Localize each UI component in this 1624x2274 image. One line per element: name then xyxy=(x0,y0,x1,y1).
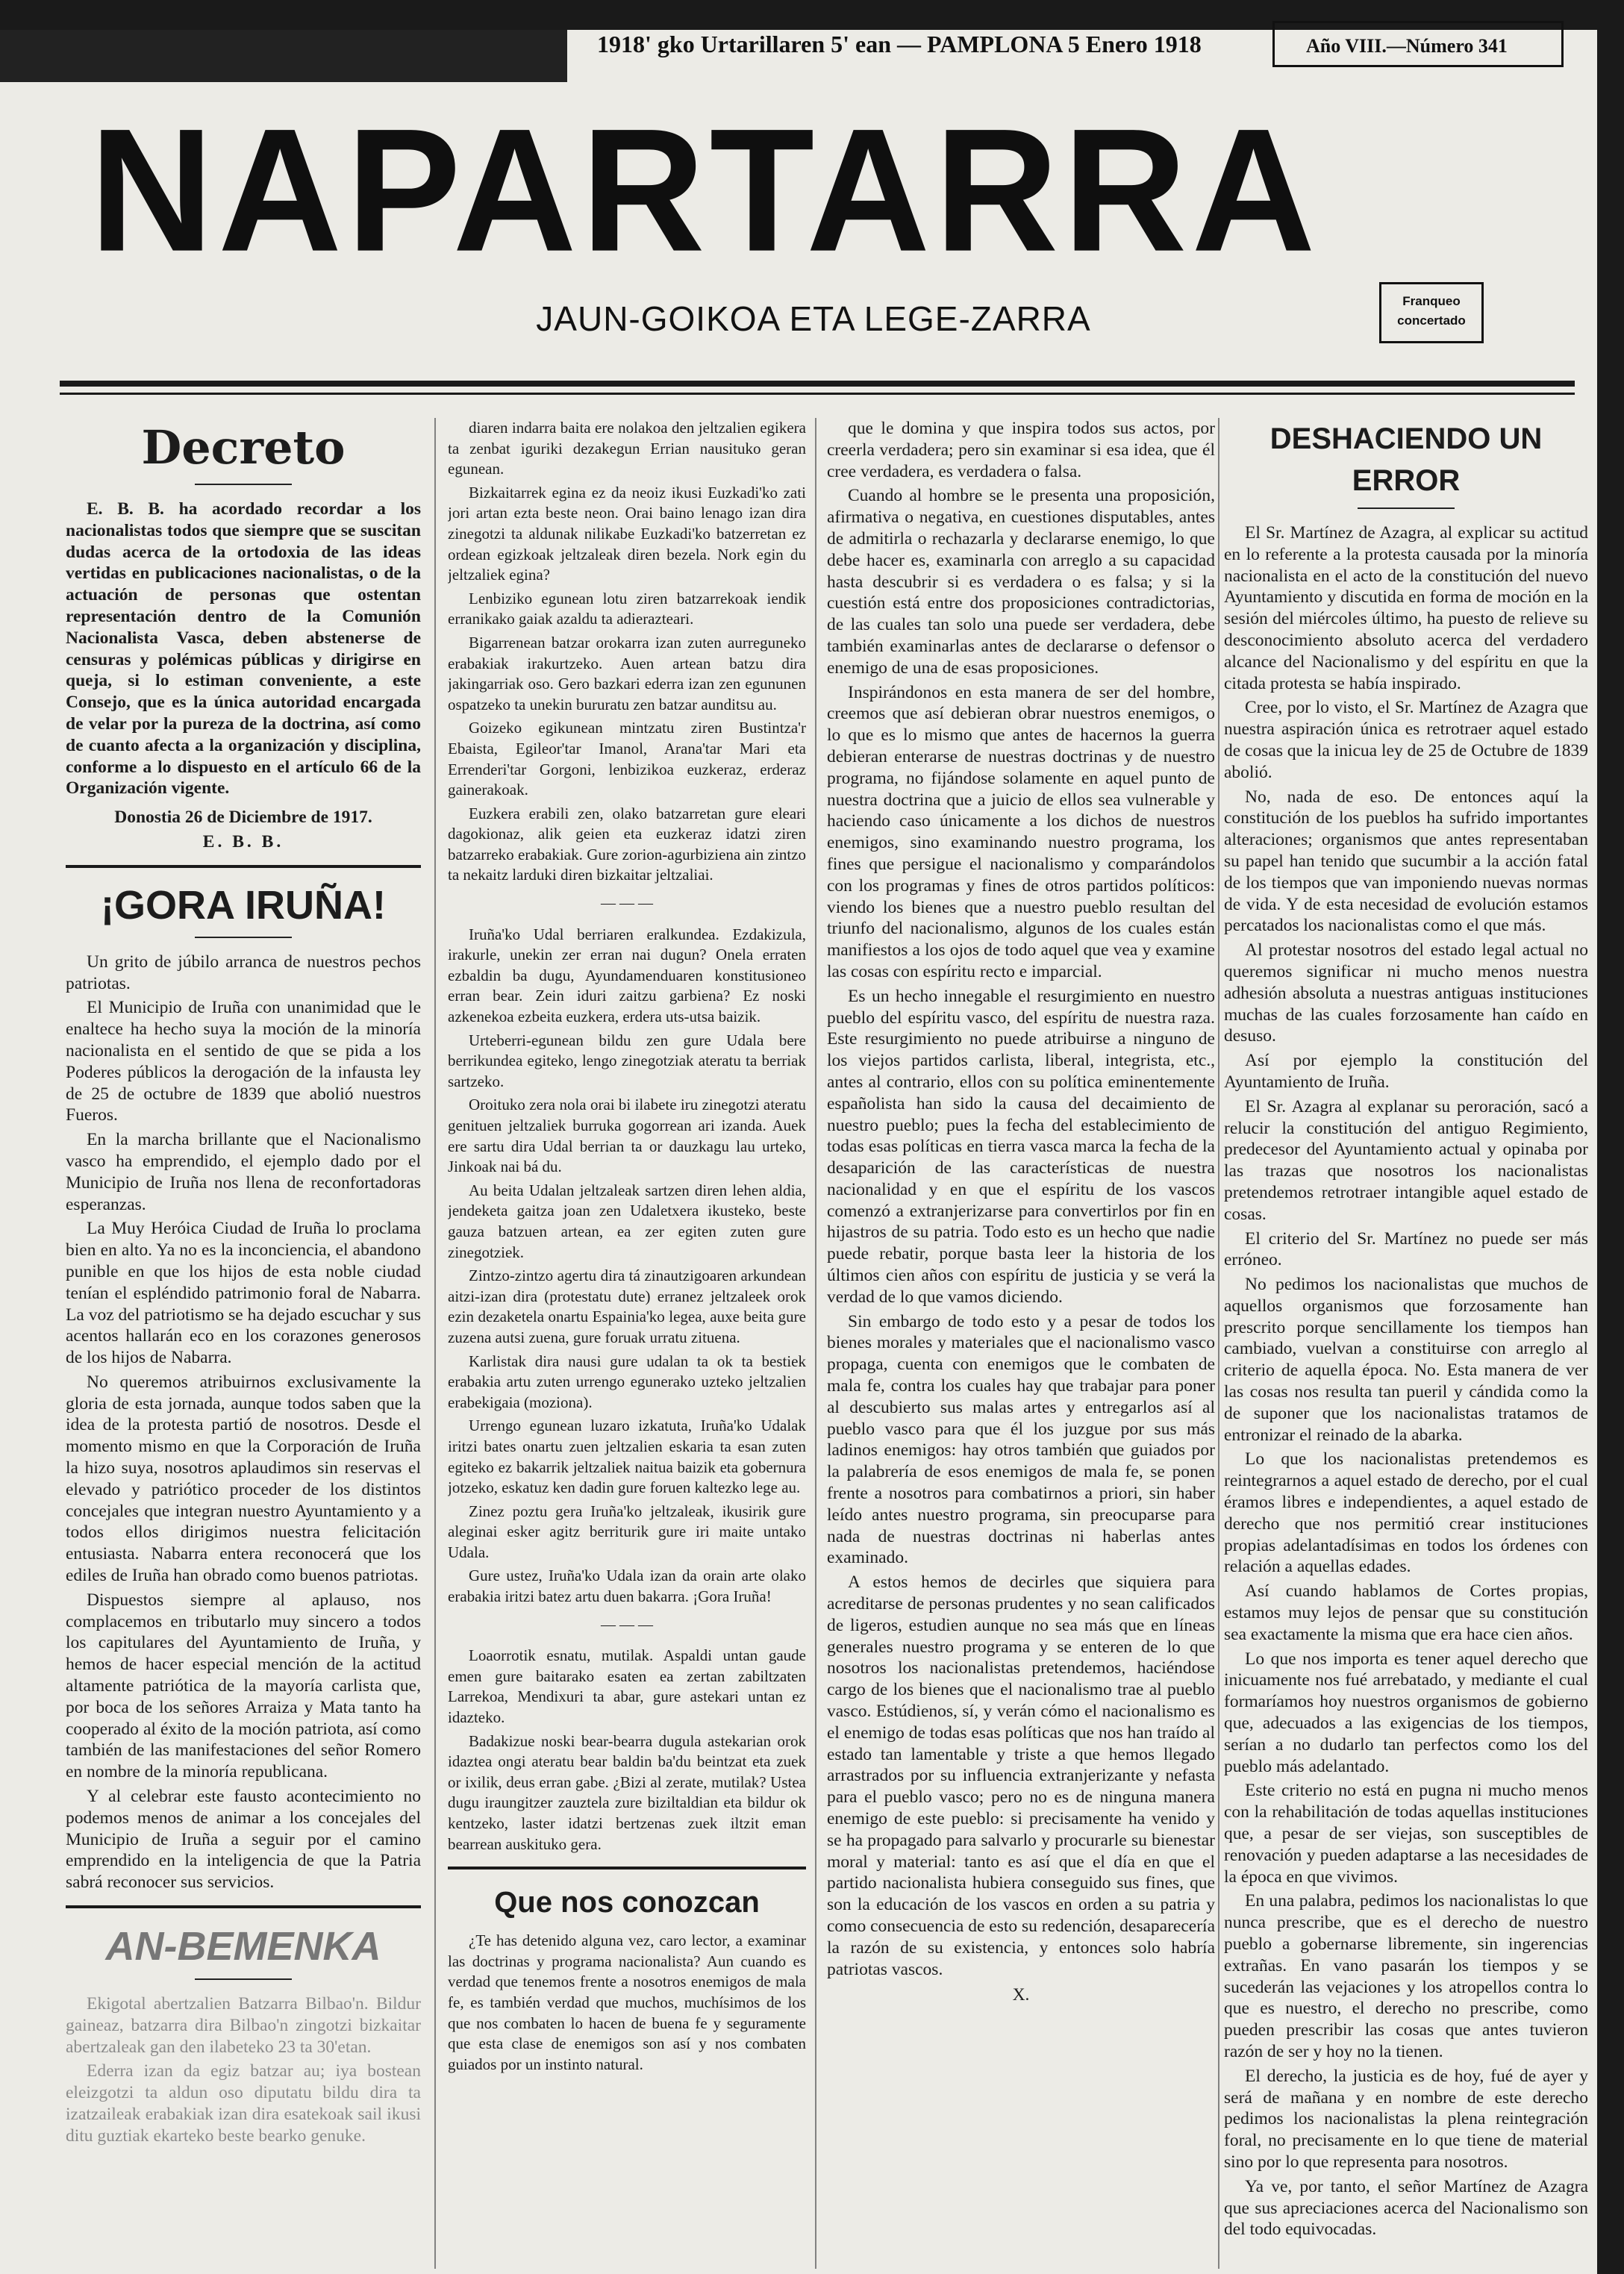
anbemenka-paragraph: Ekigotal abertzalien Batzarra Bilbao'n. Bildur gaineaz, batzarra dira Bilbao'n zingotzi bizkaitar abertzaleak gan den ilabeteko 23 ta 30'etan. xyxy=(66,1994,421,2057)
deshaciendo-paragraph: El Sr. Azagra al explanar su peroración, sacó a relucir la constitución del antiguo Regimiento, predecesor del Ayuntamiento actual y opinaba por las trazas que nosotros los nacionalistas pretendemos retrotraer intangible aquel estado de cosas. xyxy=(1224,1096,1588,1224)
col2-paragraph: Bizkaitarrek egina ez da neoiz ikusi Euzkadi'ko zati jori artan ezta beste neon. Orai baino lenago izan dira zinegotzi ta aldunak nilikabe Euzkadi'ko batzerretan ez ordean egizkoak jeltzaleak diren bezela. Nork egin du jeltzaliek egina? xyxy=(448,483,806,584)
anbemenka-paragraph: Ederra izan da egiz batzar au; iya bostean eleizgotzi ta aldun oso diputatu bildu dira ta izatzaileak erabakiak izan dira esatekoak sail ikusi ditu guztiak ekarteko beste bearko genuke. xyxy=(66,2061,421,2146)
column-1 xyxy=(66,418,421,2269)
section-ornament: — — — xyxy=(601,895,653,912)
issue-number: Año VIII.—Número 341 xyxy=(1272,21,1564,67)
gora-paragraph: Un grito de júbilo arranca de nuestros pechos patriotas. xyxy=(66,952,421,993)
motto: JAUN-GOIKOA ETA LEGE-ZARRA xyxy=(536,299,1091,338)
franqueo-stamp: Franqueo concertado xyxy=(1379,282,1484,343)
que-nos-title: Que nos conozcan xyxy=(494,1886,760,1920)
title-rule xyxy=(1358,507,1455,509)
gora-paragraph: Y al celebrar este fausto acontecimiento no podemos menos de animar a los concejales del Municipio de Iruña a seguir por el camino emprendido en la inteligencia de que la Patria sabrá reconocer sus servicios. xyxy=(66,1787,421,1893)
deshaciendo-paragraph: No, nada de eso. De entonces aquí la constitución de los pueblos ha sufrido importantes alteraciones; organismos que antes representaban su papel han tenido que sucumbir a la acción fatal de los tiempos que van imponiendo nuevas normas de vida. Y de esta necesidad de evolución estamos percatados los nacionalistas como el que más. xyxy=(1224,787,1588,936)
col2-paragraph: Oroituko zera nola orai bi ilabete iru zinegotzi ateratu genituen jeltzaliek burruka gogorrean ari izanda. Auek ere sartu dira Udal berrian ta or dauzkagu lau urteko, Jinkoak nai bá du. xyxy=(448,1096,806,1176)
column-4 xyxy=(1224,418,1588,2269)
col3-paragraph: A estos hemos de decirles que siquiera para acreditarse de personas prudentes y no sean calificados de ligeros, estudien aunque no sea más que en líneas generales nuestro programa y se enteren de lo que nosotros los nacionalistas pretendemos, haciéndose cargo de los bienes que el nacionalismo trae al pueblo vasco. Estúdienos, sí, y verán cómo el nacionalismo es el enemigo de todas esas políticas que nos han traído al estado tan lamentable y triste a que hemos llegado arrastrados por su influencia extranjerizante y nefasta para el pueblo vasco; pero no es de ninguna manera enemigo de este pueblo: si precisamente ha venido y se ha propagado para salvarlo y procurarle su bienestar moral y material: tanto es así que el día en que el partido nacionalista hubiera conseguido sus fines, que son la educación de los vascos en orden a su patria y como consecuencia de esto su redención, desaparecería la razón de su existencia, y entonces solo habría patriotas vascos. xyxy=(827,1572,1215,1979)
deshaciendo-paragraph: No pedimos los nacionalistas que muchos de aquellos organismos que forzosamente han prescrito porque sencillamente los tiempos han cambiado, vuelvan a constituirse con arreglo al criterio de aquella época. No. Esta manera de ver las cosas nos resulta tan pueril y cándida como la de suponer que los nacionalistas tratamos de entronizar el reinado de la abarka. xyxy=(1224,1275,1588,1445)
deshaciendo-paragraph: Así por ejemplo la constitución del Ayuntamiento de Iruña. xyxy=(1224,1051,1588,1092)
deshaciendo-title: DESHACIENDO UN ERROR xyxy=(1269,422,1543,497)
deshaciendo-paragraph: En una palabra, pedimos los nacionalistas lo que nunca prescribe, que es el derecho de nuestro pueblo a gobernarse libremente, sin ingerencias extrañas. En vano pasarán los tiempos y se sucederán las vejaciones y los atropellos contra lo que es nuestro, el derecho no prescribe, como pueden prescribir las cosas que antes tuvieron razón de ser y hoy no la tienen. xyxy=(1224,1891,1588,2061)
gora-paragraph: En la marcha brillante que el Nacionalismo vasco ha emprendido, el ejemplo dado por el Municipio de Iruña nos llena de reconfortadoras esperanzas. xyxy=(66,1130,421,1214)
col2-paragraph: Iruña'ko Udal berriaren eralkundea. Ezdakizula, irakurle, unekin zer erran nai dugun? Onela erraten ezbaldin ba dugu, Ayundamenduaren konstitusioneo erran bear. Zein iduri zaitzu garbiena? Ez noski azkenekoa ezbeita euzkera, erdera uts-utsa baizik. xyxy=(448,925,806,1026)
decreto-date: Donostia 26 de Diciembre de 1917. xyxy=(114,808,372,828)
col2-paragraph: Zintzo-zintzo agertu dira tá zinautzigoaren arkundean aitzi-izan dira (protestatu dute) erranez jeltzaleek orok ezin dezaketela onartu Espainia'ko legea, auxe beita gure zuzena autsi zuena, gure foruak urratu zituena. xyxy=(448,1266,806,1346)
col2-paragraph: Goizeko egikunean mintzatu ziren Bustintza'r Ebaista, Egileor'tar Imanol, Arana'tar Mari eta Errenderi'tar Gorgoni, lenbizikoa euzkeraz, erderaz gainerakoak. xyxy=(448,719,806,799)
deshaciendo-paragraph: Cree, por lo visto, el Sr. Martínez de Azagra que nuestra aspiración única es retrotraer aquel estado de cosas que la inicua ley de 25 de Octubre de 1839 abolió. xyxy=(1224,698,1588,782)
section-rule xyxy=(448,1867,806,1870)
col2-paragraph: Urteberri-egunean bildu zen gure Udala bere berrikundea egiteko, lengo zinegotziak ateratu ta berriak sartzeko. xyxy=(448,1031,806,1090)
title-rule xyxy=(195,1978,292,1980)
dateline: 1918' gko Urtarillaren 5' ean — PAMPLONA 5 Enero 1918 xyxy=(597,31,1202,57)
deshaciendo-paragraph: Este criterio no está en pugna ni mucho menos con la rehabilitación de todas aquellas instituciones que, a pesar de ser viejas, son susceptibles de renovación y pueden adaptarse a las necesidades de la época en que vivimos. xyxy=(1224,1781,1588,1887)
title-rule xyxy=(195,937,292,938)
col3-paragraph: Inspirándonos en esta manera de ser del hombre, creemos que así debieran obrar nuestros enemigos, o lo que es lo mismo que antes de hacernos la guerra debieran enterarse de nuestras doctrinas y de nuestro programa, no fijándose solamente en aquel punto de nuestra doctrina que a juicio de ellos sea vulnerable y haciendo caso únicamente a los dichos de nuestros enemigos, sino examinando nuestro programa, los fines que persigue el nacionalismo y comparándolos con los programas y fines de otros partidos políticos: viendo los bienes que a nuestro pueblo resultan del triunfo del nacionalismo, algunos de los cuales están manifiestos a los ojos de todo aquel que vea y examine las cosas con espíritu recto e imparcial. xyxy=(827,682,1215,981)
gora-title: ¡GORA IRUÑA! xyxy=(101,882,386,928)
col3-paragraph: Es un hecho innegable el resurgimiento en nuestro pueblo del espíritu vasco, del espíritu de nuestra raza. Este resurgimiento no puede atribuirse a ninguno de los viejos partidos carlista, liberal, integrista, etc., antes al contrario, ellos con su política eminentemente españolista han sido la causa del decaimiento de nuestro pueblo; pues la fecha del establecimiento de todas esas políticas en tierra vasca marca la fecha de la desaparición de las características de nuestra nacionalidad y en que el espíritu de los vascos comenzó a extranjerizarse para convertirlos por fin en hijastros de su patria. Todo esto es un hecho que nadie puede rebatir, porque basta leer la historia de los últimos cien años con espíritu de justicia y se verá la verdad de lo que vamos diciendo. xyxy=(827,986,1215,1307)
column-divider xyxy=(815,418,816,2269)
masthead-title: NAPARTARRA xyxy=(90,92,1320,288)
deshaciendo-paragraph: Lo que nos importa es tener aquel derecho que inicuamente nos fué arrebatado, y mediante el cual formaríamos hoy nuestros organismos de gobierno que, adecuados a las exigencias de los tiempos, serían a no dudarlo tan perfectos como los del pueblo más adelantado. xyxy=(1224,1649,1588,1776)
col2-paragraph: Euzkera erabili zen, olako batzarretan gure eleari dagokionaz, alik geien eta euzkeraz idatzi ziren batzarreko erabakiak. Gure zorion-agurbiziena ain zintzo ta nekaitz larduki diren bizkaitar jeltzaliai. xyxy=(448,804,806,884)
section-rule xyxy=(66,865,421,868)
col2-paragraph: Zinez poztu gera Iruña'ko jeltzaleak, ikusirik gure aleginai esker agitz berriturik gure iri maite untako Udala. xyxy=(448,1502,806,1561)
column-divider xyxy=(1218,418,1219,2269)
col2-paragraph: Loaorrotik esnatu, mutilak. Aspaldi untan gaude emen gure baitarako esaten ea zertan zabiltzaten Larrekoa, Mendixuri ta abar, gure astekari untan ez idazteko. xyxy=(448,1646,806,1727)
decreto-signature: E. B. B. xyxy=(202,831,284,852)
scan-edge-right xyxy=(1597,0,1624,2274)
deshaciendo-paragraph: El derecho, la justicia es de hoy, fué de ayer y será de mañana y en nombre de este derecho pedimos los nacionalistas la plena reintegración foral, no precisamente en lo que tiene de material sino por lo que representa para nosotros. xyxy=(1224,2066,1588,2172)
col2-paragraph: Badakizue noski bear-bearra dugula astekarian orok idaztea ongi ateratu bear baldin ba'du beintzat eta zuek or ixilik, deus erran gabe. ¿Bizi al zerate, mutilak? Ustea dugu iraungitzer zauztela zure biziltaldian eta bildur ok kentzeko, laster idatzi bertzenas zuek iltzit eman bearrean auskituko gera. xyxy=(448,1731,806,1853)
col2-paragraph: Bigarrenean batzar orokarra izan zuten aurreguneko erabakiak irakurtzeko. Auen artean batzu dira jakingarriak oso. Gero bazkari ederra izan zen egununen ospatzeko ta unekin bururatu zen batzar aunditsu au. xyxy=(448,633,806,713)
deshaciendo-paragraph: Al protestar nosotros del estado legal actual no queremos significar ni mucho menos nuestra adhesión absoluta a nuestras antiguas instituciones muchas de las cuales forzosamente han caído en desuso. xyxy=(1224,940,1588,1046)
col2-paragraph: Urrengo egunean luzaro izkatuta, Iruña'ko Udalak iritzi bates onartu zuen jeltzalien eskaria ta esan zuten egiteko ez bakarrik jeltzaliek naitua baizik eta gobernura jotzeko, eskatuz ken dadin gure foruen kaltezko lege au. xyxy=(448,1416,806,1497)
deshaciendo-paragraph: Ya ve, por tanto, el señor Martínez de Azagra que sus apreciaciones acerca del Nacionalismo son del todo equivocadas. xyxy=(1224,2176,1588,2240)
header-rule xyxy=(60,381,1575,387)
gora-paragraph: No queremos atribuirnos exclusivamente la gloria de esta jornada, aunque todos saben que la idea de la protesta partió de nosotros. Desde el momento mismo en que la Corporación de Iruña la hizo suya, nosotros aplaudimos sin reservas el elevado y patriótico proceder de los distintos concejales que integran nuestro Ayuntamiento y a todos ellos dirigimos nuestra felicitación entusiasta. Nabarra entera reconocerá que los ediles de Iruña han obrado como buenos patriotas. xyxy=(66,1372,421,1586)
col2-paragraph: diaren indarra baita ere nolakoa den jeltzalien egikera ta zenbat iguriki dezakegun Errian nausituko geran egunean. xyxy=(448,419,806,478)
gora-paragraph: El Municipio de Iruña con unanimidad que le enaltece ha hecho suya la moción de la minoría nacionalista en el sentido de que se pida a los Poderes públicos la derogación de la infausta ley de 25 de octubre de 1839 que abolió nuestros Fueros. xyxy=(66,998,421,1125)
col2-paragraph: Au beita Udalan jeltzaleak sartzen diren lehen aldia, jendeketa gaitza joan zen Udaletxera ikusteko, beste gauza batzuen artean, ea zer egiten zuten gure zinegotziek. xyxy=(448,1181,806,1261)
deshaciendo-paragraph: Así cuando hablamos de Cortes propias, estamos muy lejos de pensar que su constitución sea exactamente la misma que era hace cien años. xyxy=(1224,1581,1588,1644)
deshaciendo-paragraph: Lo que los nacionalistas pretendemos es reintegrarnos a aquel estado de derecho, por el cual éramos libres e independientes, a aquel estado de derecho que nos permitió crear instituciones propias adelantadísimas en todos los órdenes con relación a aquellas edades. xyxy=(1224,1449,1588,1577)
gora-paragraph: La Muy Heróica Ciudad de Iruña lo proclama bien en alto. Ya no es la inconciencia, el abandono punible en que los hijos de esta noble ciudad tenían el espléndido patrimonio foral de Nabarra. La voz del patriotismo se ha dejado escuchar y sus acentos hallarán eco en los corazones generosos de los hijos de Nabarra. xyxy=(66,1219,421,1368)
decreto-title: Decreto xyxy=(141,420,346,475)
header-rule-thin xyxy=(60,393,1575,395)
column-2 xyxy=(448,418,806,2269)
gora-paragraph: Dispuestos siempre al aplauso, nos complacemos en tributarlo muy sincero a todos los capitulares del Ayuntamiento de Iruña, y hemos de hacer especial mención de la actitud altamente patriótica de la mayoría carlista que, por boca de los señores Arraiza y Mata tanto ha cooperado al éxito de la moción patriota, así como también de las manifestaciones del señor Romero en nombre de la minoría republicana. xyxy=(66,1590,421,1782)
section-rule xyxy=(66,1905,421,1908)
column-divider xyxy=(434,418,436,2269)
col3-paragraph: que le domina y que inspira todos sus actos, por creerla verdadera; pero sin examinar si esa idea, que él cree verdadera, es verdadera o falsa. xyxy=(827,419,1215,481)
deshaciendo-paragraph: El Sr. Martínez de Azagra, al explicar su actitud en lo referente a la protesta causada por la minoría nacionalista en el acto de la constitución del nuevo Ayuntamiento y discutida en forma de moción en la sesión del miércoles último, ha puesto de relieve su desconocimiento absoluto acerca del verdadero alcance del Nacionalismo y del espíritu en que la citada protesta se había inspirado. xyxy=(1224,523,1588,693)
col2-paragraph: Gure ustez, Iruña'ko Udala izan da orain arte olako erabakia iritzi batez artu duen bakarra. ¡Gora Iruña! xyxy=(448,1567,806,1606)
article-signature: X. xyxy=(1012,1985,1030,2005)
col3-paragraph: Cuando al hombre se le presenta una proposición, afirmativa o negativa, en cuestiones disputables, antes de admitirla o rechazarla y declararse enemigo, lo que debe hacer es, examinarla con arreglo a su capacidad hasta descubrir si es verdadera o es falsa; y si la cuestión está entre dos proposiciones contradictorias, de las cuales tan solo una puede ser verdadera, debe también examinarlas antes de declararse o defensor o enemigo de una de esas proposiciones. xyxy=(827,486,1215,678)
col3-paragraph: Sin embargo de todo esto y a pesar de todos los bienes morales y materiales que el nacionalismo vasco propaga, cuenta con enemigos que le combaten de mala fe, contra los cuales hay que trabajar para poner al descubierto sus malas artes y entregarlos así al pueblo vasco para que él los juzgue por sus más ladinos enemigos: hay otros también que guiados por la palabrería de esos enemigos de mala fe, se ponen frente a nosotros para combatirnos a priori, sin haber leído antes nuestro programa, sin preocuparse para nada de nuestras doctrinas ni haberlas antes examinado. xyxy=(827,1311,1215,1568)
col2-paragraph: Karlistak dira nausi gure udalan ta ok ta bestiek erabakia artu zuten urrengo egunerako uzteko jeltzalien erabekigaia (moziona). xyxy=(448,1352,806,1411)
column-3 xyxy=(827,418,1215,2269)
deshaciendo-paragraph: El criterio del Sr. Martínez no puede ser más erróneo. xyxy=(1224,1228,1588,1270)
col2-paragraph: Lenbiziko egunean lotu ziren batzarrekoak iendik erranikako gaiak azaldu ta adierazteari. xyxy=(448,589,806,628)
decreto-body: E. B. B. ha acordado recordar a los nacionalistas todos que siempre que se suscitan dudas acerca de la ortodoxia de las ideas vertidas en publicaciones nacionalistas, o de la actuación de personas que ostentan representación dentro de la Comunión Nacionalista Vasca, deben abstenerse de censuras y polémicas públicas y dirigirse en queja, si lo estiman conveniente, a este Consejo, que es la única autoridad encargada de velar por la pureza de la doctrina, así como de cuanto afecta a la organización y disciplina, conforme a lo dispuesto en el artículo 66 de la Organización vigente. xyxy=(66,499,421,799)
scan-edge-band xyxy=(0,30,567,82)
title-rule xyxy=(195,484,292,485)
anbemenka-title: AN-BEMENKA xyxy=(105,1924,381,1970)
section-ornament: — — — xyxy=(601,1616,653,1633)
que-nos-paragraph: ¿Te has detenido alguna vez, caro lector, a examinar las doctrinas y programa nacionalista? Aun cuando es verdad que tenemos frente a nosotros enemigos de mala fe, es también verdad que muchos, muchísimos de los que nos combaten lo hacen de buena fe y seguramente que esta clase de enemigos son así y nos combaten guiados por un instinto natural. xyxy=(448,1931,806,2073)
